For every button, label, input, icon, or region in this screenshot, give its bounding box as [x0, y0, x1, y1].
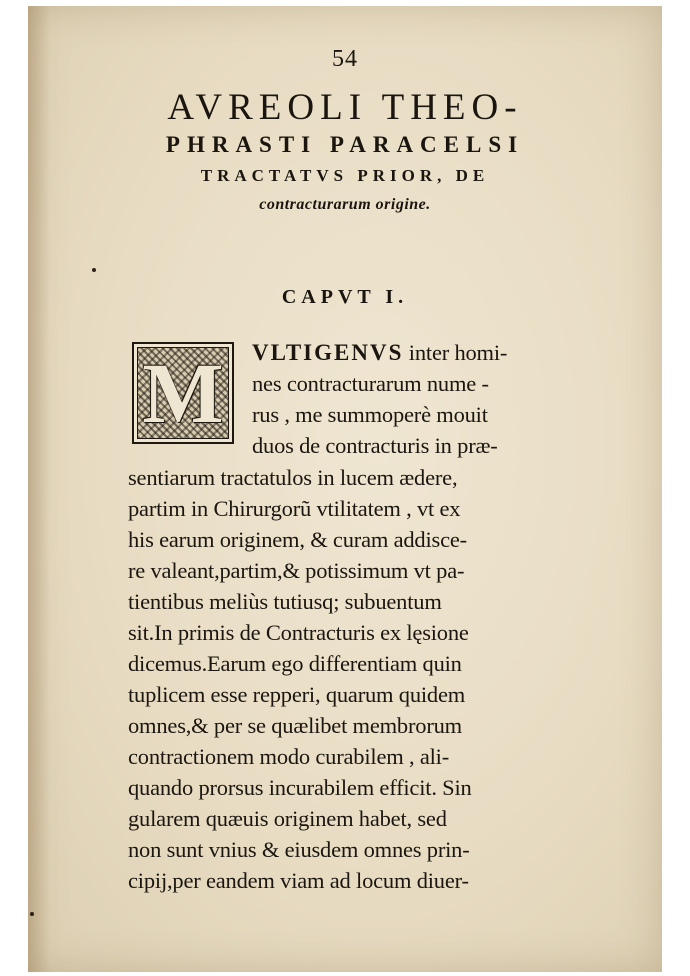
body-line: tientibus meliùs tutiusq; subuentum — [128, 589, 442, 614]
body-line: cipij,per eandem viam ad locum diuer- — [128, 868, 469, 893]
ink-speck — [92, 268, 96, 272]
initial-letter: M — [142, 345, 224, 441]
body-line: partim in Chirurgorũ vtilitatem , vt ex — [128, 496, 461, 521]
body-line: quando prorsus incurabilem efficit. Sin — [128, 775, 472, 800]
title-line-1: AVREOLI THEO- — [167, 87, 523, 128]
title-line-2: PHRASTI PARACELSI — [165, 132, 525, 157]
body-line: nes contracturarum nume - — [252, 371, 489, 396]
body-line: omnes,& per se quælibet membrorum — [128, 713, 462, 738]
chapter-heading: CAPVT I. — [281, 286, 409, 308]
body-line: duos de contracturis in præ- — [252, 433, 498, 458]
initial-ornament — [137, 347, 229, 439]
ink-speck — [30, 912, 34, 916]
opening-word: VLTIGENVS — [252, 340, 404, 365]
opening-line-rest: inter homi- — [403, 340, 508, 365]
body-line: non sunt vnius & eiusdem omnes prin- — [128, 837, 470, 862]
book-page — [28, 6, 662, 972]
body-line: contractionem modo curabilem , ali- — [128, 744, 450, 769]
body-line: sentiarum tractatulos in lucem ædere, — [128, 465, 458, 490]
body-line: tuplicem esse repperi, quarum quidem — [128, 682, 466, 707]
title-line-3: TRACTATVS PRIOR, DE — [200, 166, 490, 185]
body-line: dicemus.Earum ego differentiam quin — [128, 651, 462, 676]
page-number: 54 — [332, 46, 358, 72]
body-line-first — [252, 340, 507, 366]
body-line: gularem quæuis originem habet, sed — [128, 806, 447, 831]
body-line: rus , me summoperè mouit — [252, 402, 488, 427]
decorated-initial — [132, 342, 234, 444]
body-line: his earum originem, & curam addisce- — [128, 527, 467, 552]
title-line-4: contracturarum origine. — [259, 196, 431, 213]
body-line: re valeant,partim,& potissimum vt pa- — [128, 558, 465, 583]
body-line: sit.In primis de Contracturis ex lęsione — [128, 620, 469, 645]
